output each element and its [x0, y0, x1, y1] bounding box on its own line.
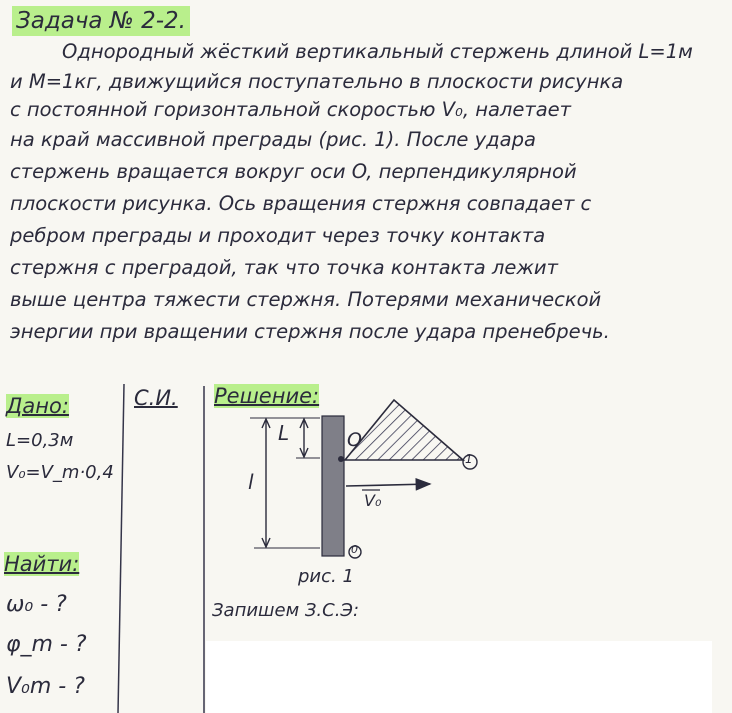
- given-velocity: V₀=V_m·0,4: [6, 462, 114, 483]
- label-V0: V₀: [364, 491, 382, 510]
- barrier: [345, 400, 463, 460]
- statement-line-5: стержень вращается вокруг оси O, перпендикулярной: [10, 160, 577, 183]
- statement-line-1: Однородный жёсткий вертикальный стержень длиной L=1м: [62, 40, 693, 63]
- label-L: L: [278, 421, 290, 445]
- marker-2-text: 0: [351, 543, 358, 556]
- si-header: С.И.: [134, 386, 178, 410]
- statement-line-8: стержня с преградой, так что точка контакта лежит: [10, 256, 558, 279]
- divider-left: [118, 384, 124, 713]
- statement-line-9: выше центра тяжести стержня. Потерями механической: [10, 288, 602, 311]
- statement-line-2: и M=1кг, движущийся поступательно в плоскости рисунка: [10, 70, 624, 93]
- statement-line-10: энергии при вращении стержня после удара пренебречь.: [10, 320, 610, 343]
- statement-line-3: с постоянной горизонтальной скоростью V₀, налетает: [10, 98, 572, 121]
- statement-line-6: плоскости рисунка. Ось вращения стержня совпадает с: [10, 192, 592, 215]
- velocity-arrow: [346, 484, 430, 486]
- find-header: Найти:: [4, 552, 80, 576]
- label-l: l: [248, 470, 254, 494]
- given-header: Дано:: [6, 394, 69, 418]
- figure-caption: рис. 1: [298, 566, 354, 587]
- label-O: O: [347, 429, 362, 451]
- solution-header: Решение:: [214, 384, 320, 408]
- find-v: V₀m - ?: [6, 674, 85, 699]
- statement-line-7: ребром преграды и проходит через точку контакта: [10, 224, 546, 247]
- find-omega: ω₀ - ?: [6, 592, 67, 617]
- solution-note: Запишем З.С.Э:: [212, 600, 360, 621]
- rod: [322, 416, 344, 556]
- find-phi: φ_m - ?: [6, 632, 87, 657]
- problem-title: Задача № 2-2.: [12, 6, 190, 36]
- blank-area: [206, 641, 712, 713]
- statement-line-4: на край массивной преграды (рис. 1). После удара: [10, 128, 536, 151]
- given-length: L=0,3м: [6, 430, 74, 451]
- marker-1-text: 1: [465, 452, 473, 466]
